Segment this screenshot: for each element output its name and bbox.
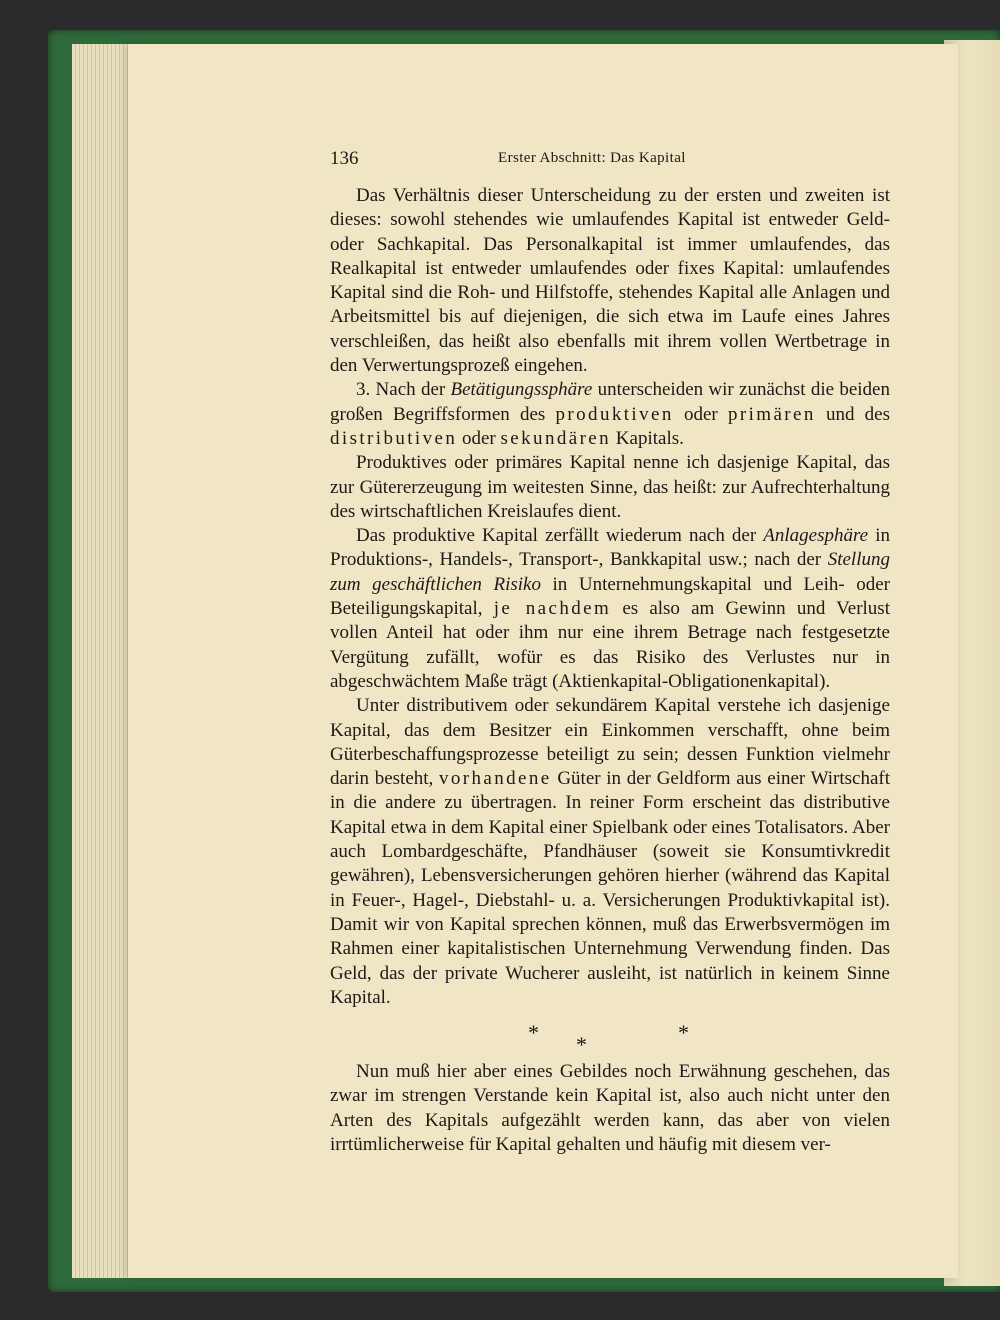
p5-text: Güter in der Geldform aus einer Wirtschaft in die andere zu übertragen. In reiner Form erscheint das distributive Kapital etwa in dem Kapital einer Spielbank oder eines Totalisators. Aber auch Lombardgeschäfte, Pfandhäuser (soweit sie Konsumtivkredit gewähren), Lebensversicherungen gehören hierher (während das Kapital in Feuer-, Hagel-, Diebstahl- u. a. Versicherungen Produktivkapital ist). Damit wir von Kapital sprechen können, muß das Erwerbsvermögen im Rahmen einer kapitalistischen Unternehmung Verwendung finden. Das Geld, das der private Wucherer ausleiht, ist natürlich in keinem Sinne Kapital.	[330, 768, 891, 1008]
page-number: 136	[330, 148, 359, 169]
p2-text: und des	[815, 403, 890, 425]
p2-text: oder	[673, 403, 728, 425]
p4-text: Das produktive Kapital zerfällt wiederum nach der	[356, 525, 764, 547]
p2-text: unterscheiden wir zunächst die beiden großen Begriffsformen des	[330, 379, 890, 425]
p4-term-anlagesphaere: Anlagesphäre	[763, 525, 869, 547]
p5-text: Unter distributivem oder sekundärem Kapital verstehe ich dasjenige Kapital, das dem Besitzer ein Einkommen verschafft, ohne beim Güterbeschaffungsprozesse beteiligt zu sein; dessen Funktion vielmehr darin besteht,	[330, 695, 890, 790]
p2-text: 3. Nach der	[356, 379, 451, 401]
paragraph-1: Das Verhältnis dieser Unterscheidung zu der ersten und zweiten ist dieses: sowohl stehendes wie umlaufendes Kapital ist entweder Geld- oder Sachkapital. Das Personalkapital ist immer umlaufendes, das Realkapital ist entweder umlaufendes oder fixes Kapital: umlaufendes Kapital sind die Roh- und Hilfstoffe, stehendes Kapital alle Anlagen und Arbeitsmittel bis auf diejenigen, die sich etwa im Laufe eines Jahres verschleißen, das heißt also ebenfalls mit ihrem vollen Wertbetrage in den Verwertungsprozeß eingehen.	[330, 185, 890, 377]
p2-text: oder	[457, 427, 501, 449]
page-content	[330, 148, 890, 1157]
p5-term-vorhandene: vorhandene	[439, 768, 552, 790]
p2-term-betaetigungssphaere: Betätigungssphäre	[450, 379, 593, 401]
page-header	[330, 148, 890, 178]
p2-term-produktiven: produktiven	[555, 403, 674, 425]
p4-term-stellung-risiko: Stellung zum geschäftlichen Risiko	[330, 549, 890, 595]
section-separator	[330, 1010, 890, 1060]
paragraph-2	[330, 378, 890, 451]
p4-text: in Produktions-, Handels-, Transport-, Bankkapital usw.; nach der	[330, 525, 890, 571]
paragraph-4	[330, 524, 890, 694]
p4-text: in Unternehmungskapital und Leih- oder Beteiligungskapital,	[330, 573, 890, 620]
p2-term-primaeren: primären	[727, 403, 816, 425]
paragraph-5	[330, 694, 890, 1010]
p2-term-sekundaeren: sekundären	[500, 427, 612, 449]
paragraph-6: Nun muß hier aber eines Gebildes noch Erwähnung geschehen, das zwar im strengen Verstande kein Kapital ist, also auch nicht unter den Arten des Kapitals aufgezählt werden kann, das aber von vielen irrtümlicherweise für Kapital gehalten und häufig mit diesem ver-	[330, 1061, 890, 1155]
p4-term-je-nachdem: je nachdem	[493, 598, 612, 620]
paragraph-3: Produktives oder primäres Kapital nenne ich dasjenige Kapital, das zur Gütererzeugung im weitesten Sinne, das heißt: zur Aufrechterhaltung des wirtschaftlichen Kreislaufes dient.	[330, 452, 890, 522]
running-head: Erster Abschnitt: Das Kapital	[498, 150, 686, 166]
p2-text: Kapitals.	[611, 427, 684, 449]
separator-star: *	[528, 1020, 539, 1046]
p2-term-distributiven: distributiven	[330, 427, 458, 449]
separator-star: *	[678, 1020, 689, 1046]
p4-text: es also am Gewinn und Verlust vollen Anteil hat oder ihm nur eine ihrem Betrage nach festgesetzte Vergütung zufällt, wofür es das Risiko des Verlustes nur in abgeschwächtem Maße trägt (Aktienkapital-Obligationenkapital).	[330, 598, 890, 692]
separator-star: *	[576, 1032, 587, 1058]
